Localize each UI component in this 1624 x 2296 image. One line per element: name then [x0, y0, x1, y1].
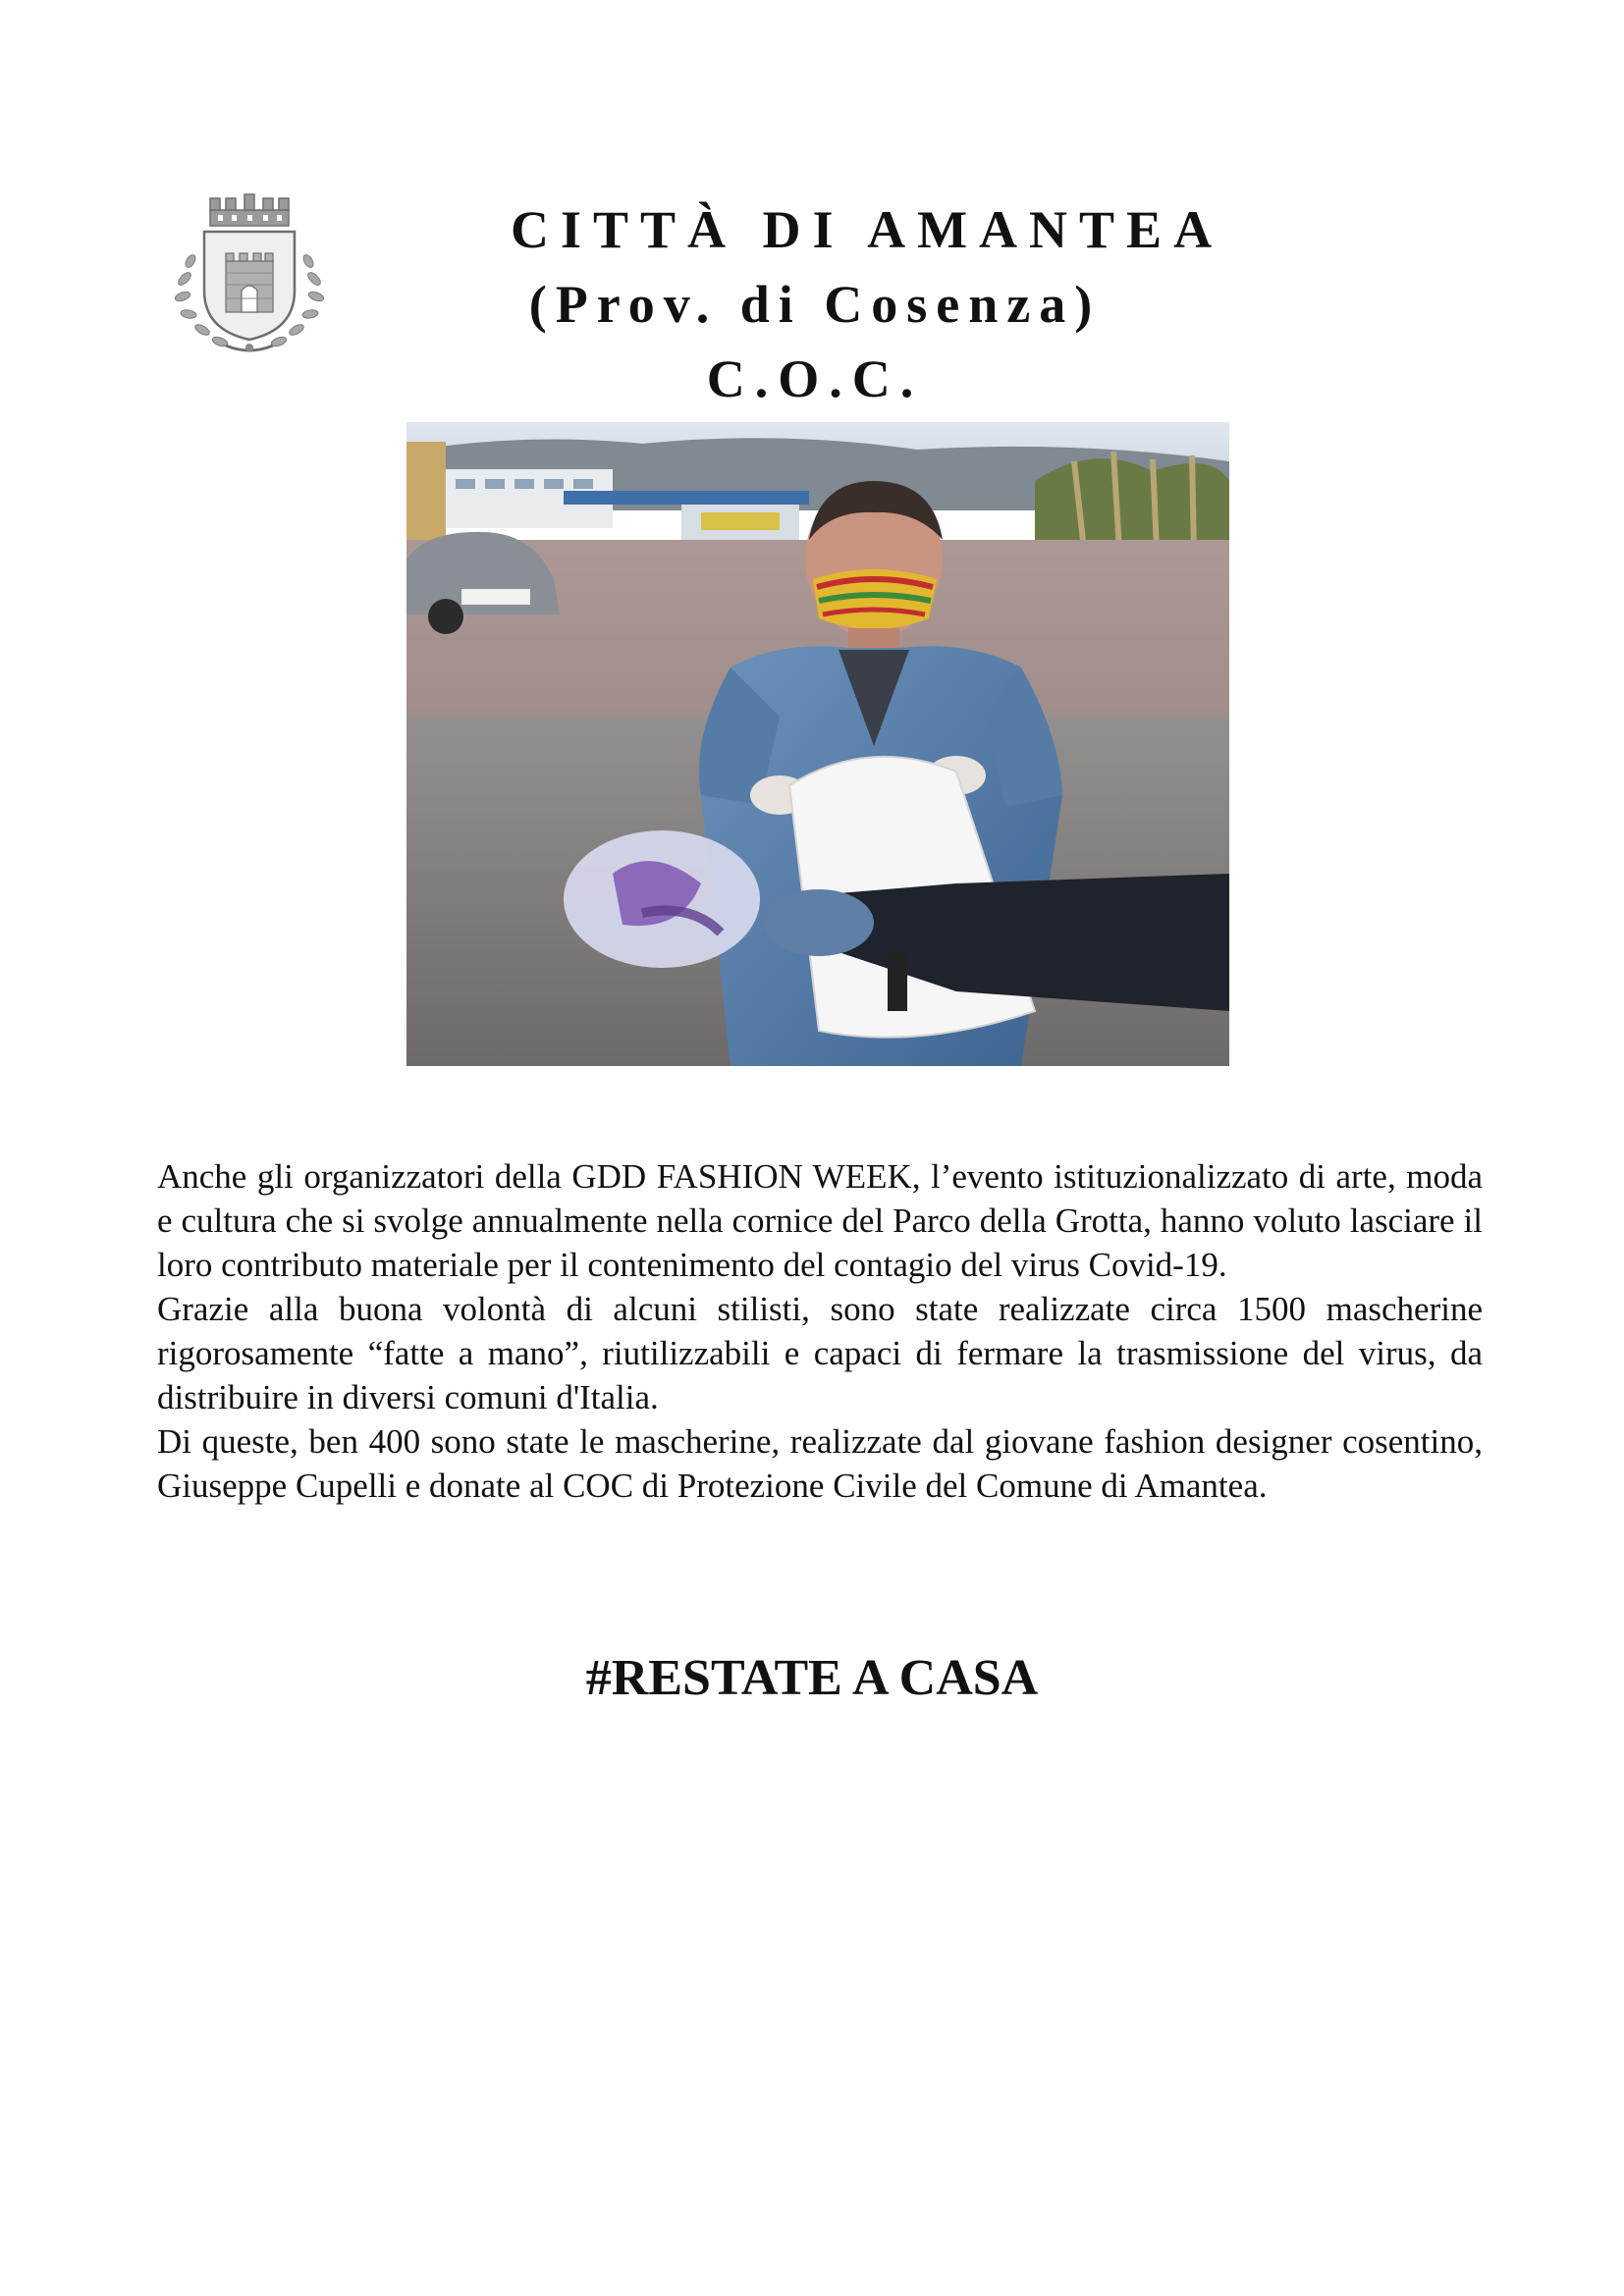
municipal-crest-icon	[165, 192, 334, 357]
coc-label: C.O.C.	[706, 349, 924, 408]
paragraph-3: Di queste, ben 400 sono state le mascherine, realizzate dal giovane fashion designer cosentino, Giuseppe Cupelli e donate al COC di Protezione Civile del Comune di Amantea.	[157, 1422, 1483, 1505]
province-subtitle: (Prov. di Cosenza)	[528, 275, 1102, 334]
slogan: #RESTATE A CASA	[585, 1650, 1039, 1706]
paragraph-1: Anche gli organizzatori della GDD FASHION WEEK, l’evento istituzionalizzato di arte, moda e cultura che si svolge annualmente nella cornice del Parco della Grotta, hanno voluto lasciare il loro contributo materiale per il contenimento del contagio del virus Covid-19.	[157, 1157, 1483, 1284]
donation-photo	[406, 422, 1229, 1066]
paragraph-2: Grazie alla buona volontà di alcuni stilisti, sono state realizzate circa 1500 mascherine rigorosamente “fatte a mano”, riutilizzabili e capaci di fermare la trasmissione del virus, da distribuire in diversi comuni d'Italia.	[157, 1290, 1483, 1416]
city-title: CITTÀ DI AMANTEA	[511, 200, 1224, 259]
article-body	[157, 1154, 1483, 1508]
document-header	[511, 192, 1224, 416]
